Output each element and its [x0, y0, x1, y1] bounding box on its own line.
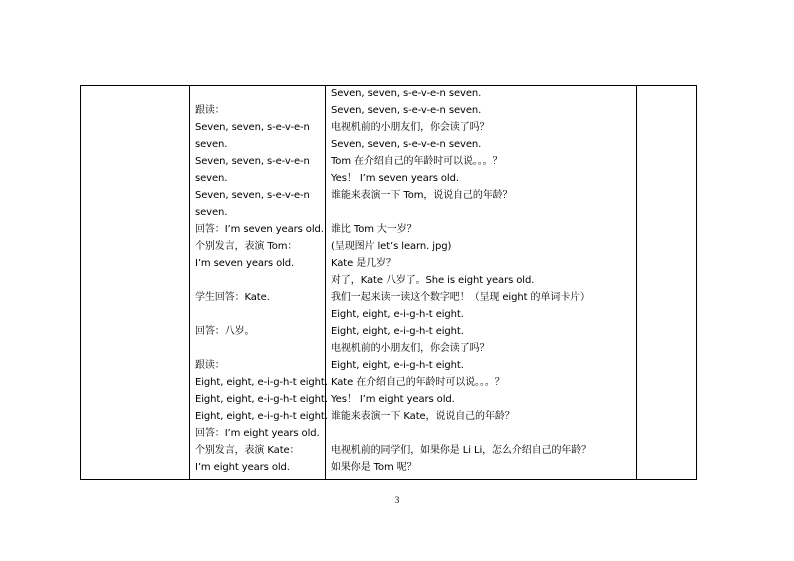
teacher-line: 谁比 Tom 大一岁？ — [331, 224, 417, 235]
page-number: 3 — [394, 495, 400, 505]
teacher-line: Eight, eight, e-i-g-h-t eight. — [331, 360, 464, 371]
table-divider-1 — [189, 85, 190, 480]
student-line: Eight, eight, e-i-g-h-t eight. — [195, 411, 328, 422]
student-line: 个别发言，表演 Tom： — [195, 241, 298, 252]
teacher-line: 电视机前的小朋友们，你会读了吗？ — [331, 343, 490, 354]
student-line: Seven, seven, s-e-v-e-n — [195, 190, 310, 201]
table-top-border — [80, 85, 697, 86]
teacher-line: Seven, seven, s-e-v-e-n seven. — [331, 139, 482, 150]
student-line: Eight, eight, e-i-g-h-t eight. — [195, 394, 328, 405]
student-line: I’m eight years old. — [195, 462, 290, 473]
student-line: seven. — [195, 173, 228, 184]
teacher-line: 谁能来表演一下 Kate，说说自己的年龄？ — [331, 411, 515, 422]
student-line: 跟读： — [195, 105, 225, 116]
student-line: Seven, seven, s-e-v-e-n — [195, 122, 310, 133]
student-line: 回答：I’m eight years old. — [195, 428, 320, 439]
teacher-line: 谁能来表演一下 Tom，说说自己的年龄？ — [331, 190, 513, 201]
teacher-line: 我们一起来读一读这个数字吧！（呈现 eight 的单词卡片） — [331, 292, 590, 303]
student-line: I’m seven years old. — [195, 258, 295, 269]
table-bottom-border — [80, 479, 697, 480]
student-line: 回答：I’m seven years old. — [195, 224, 324, 235]
teacher-line: 电视机前的小朋友们，你会读了吗？ — [331, 122, 490, 133]
table-left-border — [80, 85, 81, 480]
student-line: seven. — [195, 207, 228, 218]
teacher-line: Kate 是几岁？ — [331, 258, 396, 269]
student-line: Seven, seven, s-e-v-e-n — [195, 156, 310, 167]
student-line: 学生回答：Kate. — [195, 292, 270, 303]
teacher-line: Tom 在介绍自己的年龄时可以说。。。？ — [331, 156, 503, 167]
student-line: 个别发言，表演 Kate： — [195, 445, 300, 456]
table-divider-3 — [636, 85, 637, 480]
student-line: seven. — [195, 139, 228, 150]
teacher-line: Yes！ I’m seven years old. — [331, 173, 459, 184]
teacher-line: 对了，Kate 八岁了。She is eight years old. — [331, 275, 535, 286]
teacher-line: Eight, eight, e-i-g-h-t eight. — [331, 309, 464, 320]
student-line: Eight, eight, e-i-g-h-t eight. — [195, 377, 328, 388]
teacher-line: Yes！ I’m eight years old. — [331, 394, 455, 405]
teacher-line: (呈现图片 let’s learn. jpg) — [331, 241, 452, 252]
table-right-border — [696, 85, 697, 480]
teacher-line: Seven, seven, s-e-v-e-n seven. — [331, 105, 482, 116]
student-line: 回答：八岁。 — [195, 326, 255, 337]
teacher-line: 电视机前的同学们，如果你是 Li Li，怎么介绍自己的年龄？ — [331, 445, 592, 456]
teacher-line: 如果你是 Tom 呢？ — [331, 462, 417, 473]
teacher-line: Eight, eight, e-i-g-h-t eight. — [331, 326, 464, 337]
teacher-line: Kate 在介绍自己的年龄时可以说。。。？ — [331, 377, 505, 388]
teacher-line: Seven, seven, s-e-v-e-n seven. — [331, 88, 482, 99]
student-line: 跟读： — [195, 360, 225, 371]
